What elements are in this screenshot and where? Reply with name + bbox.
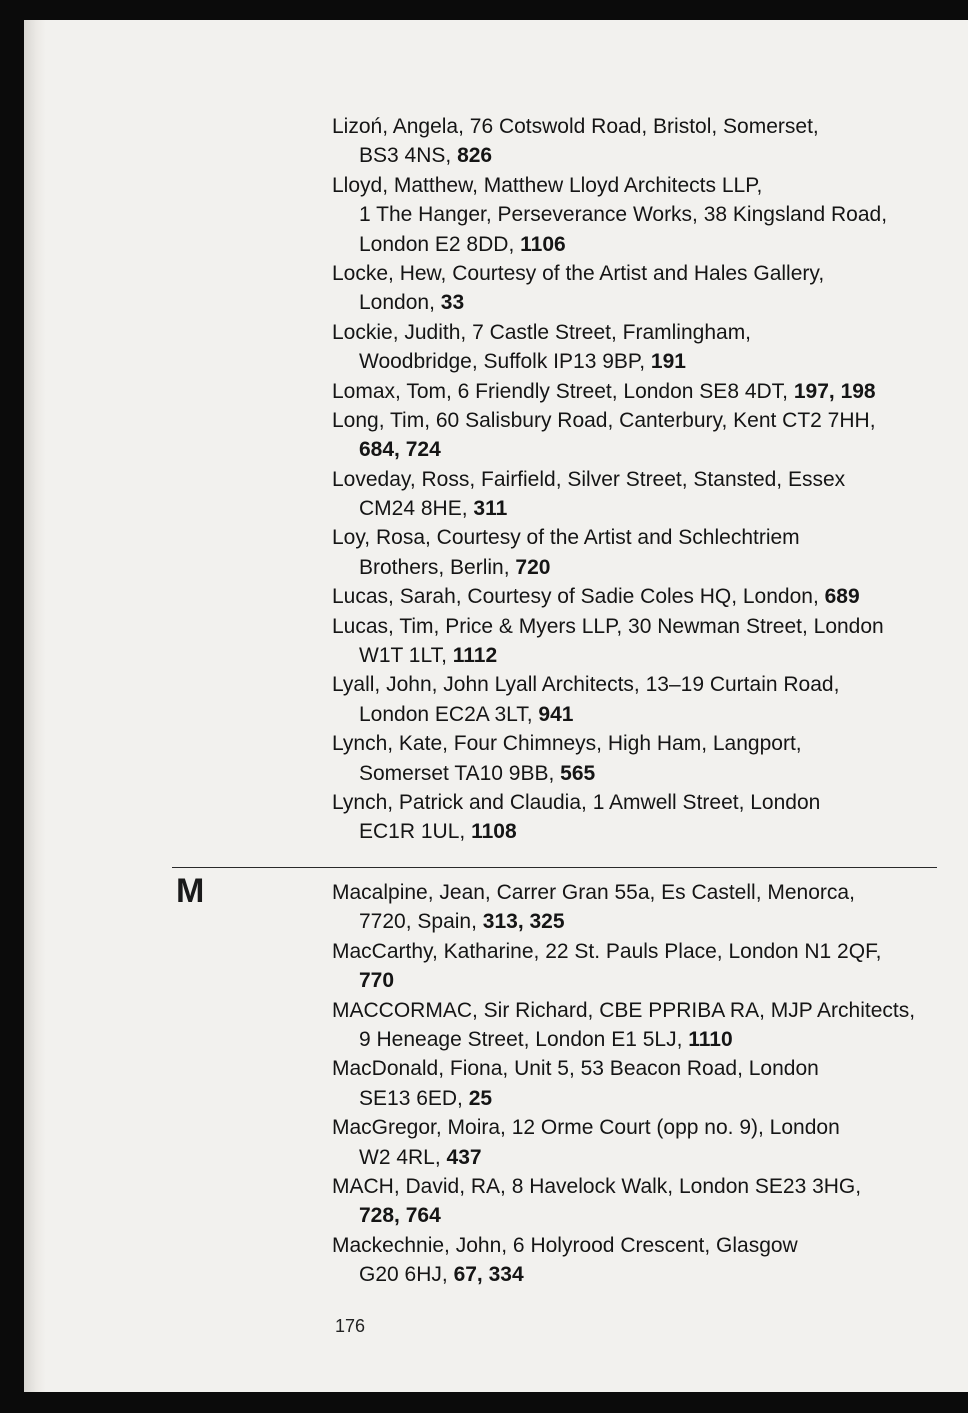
entry-address-line: [332, 288, 942, 317]
entry-address-line: [332, 759, 942, 788]
index-entry: [332, 1172, 942, 1231]
entry-text: London,: [359, 291, 435, 315]
entry-text: MacCarthy, Katharine, 22 St. Pauls Place, London N1 2QF,: [332, 939, 882, 963]
entry-name-line: [332, 171, 942, 200]
entry-name-line: [332, 377, 942, 406]
entry-address-line: [332, 494, 942, 523]
entry-text: Loy, Rosa, Courtesy of the Artist and Schlechtriem: [332, 526, 800, 550]
entry-text: Mackechnie, John, 6 Holyrood Crescent, Glasgow: [332, 1233, 798, 1257]
entry-address-line: [332, 1084, 942, 1113]
index-entry: [332, 788, 942, 847]
entry-text: Lynch, Patrick and Claudia, 1 Amwell Street, London: [332, 790, 821, 814]
entry-name-line: [332, 612, 942, 641]
entry-address-line: [332, 641, 942, 670]
entry-text: MacGregor, Moira, 12 Orme Court (opp no. 9), London: [332, 1116, 840, 1140]
entry-address-line: [332, 347, 942, 376]
entry-address-line: [332, 1143, 942, 1172]
entry-page-numbers: 33: [440, 291, 465, 315]
entry-address-line: [332, 1025, 942, 1054]
entry-text: EC1R 1UL,: [359, 820, 466, 844]
entry-address-line: [332, 1201, 942, 1230]
entry-name-line: [332, 465, 942, 494]
index-entry: [332, 1113, 942, 1172]
index-entry: [332, 670, 942, 729]
entry-text: Somerset TA10 9BB,: [359, 761, 555, 785]
entry-page-numbers: 1110: [688, 1027, 733, 1051]
entry-text: MACH, David, RA, 8 Havelock Walk, London SE23 3HG,: [332, 1174, 862, 1198]
entry-page-numbers: 826: [457, 144, 493, 168]
entry-text: Macalpine, Jean, Carrer Gran 55a, Es Castell, Menorca,: [332, 881, 855, 904]
entry-address-line: [332, 966, 942, 995]
entry-text: Locke, Hew, Courtesy of the Artist and Hales Gallery,: [332, 261, 825, 285]
entry-name-line: [332, 1113, 942, 1142]
entry-name-line: [332, 878, 942, 907]
entry-text: Lucas, Sarah, Courtesy of Sadie Coles HQ, London,: [332, 585, 819, 609]
entry-text: W2 4RL,: [359, 1145, 441, 1169]
entry-text: Woodbridge, Suffolk IP13 9BP,: [359, 350, 646, 374]
entry-page-numbers: 313, 325: [482, 910, 565, 934]
index-entry: [332, 937, 942, 996]
entry-text: Lizoń, Angela, 76 Cotswold Road, Bristol, Somerset,: [332, 115, 819, 138]
entry-name-line: [332, 112, 942, 141]
entry-page-numbers: 67, 334: [453, 1263, 524, 1287]
entry-address-line: [332, 141, 942, 170]
entry-name-line: [332, 259, 942, 288]
entry-text: G20 6HJ,: [359, 1263, 448, 1287]
entry-name-line: [332, 670, 942, 699]
entry-text: SE13 6ED,: [359, 1086, 463, 1110]
index-entry: [332, 729, 942, 788]
entry-text: Brothers, Berlin,: [359, 555, 510, 579]
entry-text: 1 The Hanger, Perseverance Works, 38 Kingsland Road,: [359, 203, 888, 227]
index-entry: [332, 406, 942, 465]
entry-text: Lynch, Kate, Four Chimneys, High Ham, Langport,: [332, 732, 802, 756]
entry-text: 9 Heneage Street, London E1 5LJ,: [359, 1027, 683, 1051]
index-entry: [332, 112, 942, 171]
entry-address-line: [332, 553, 942, 582]
entry-page-numbers: 25: [468, 1086, 493, 1110]
entry-name-line: [332, 729, 942, 758]
entry-page-numbers: 1106: [520, 232, 566, 256]
index-entry: [332, 318, 942, 377]
entry-text: London E2 8DD,: [359, 232, 515, 256]
entry-page-numbers: 684, 724: [359, 438, 441, 462]
entry-address-line: [332, 230, 942, 259]
index-section-l: [332, 112, 942, 847]
index-entry: [332, 612, 942, 671]
entry-address-line: [332, 817, 942, 846]
entry-name-line: [332, 788, 942, 817]
entry-text: BS3 4NS,: [359, 144, 452, 168]
entry-text: Lucas, Tim, Price & Myers LLP, 30 Newman Street, London: [332, 614, 884, 638]
entry-page-numbers: 770: [359, 969, 395, 993]
entry-text: MACCORMAC, Sir Richard, CBE PPRIBA RA, MJP Architects,: [332, 998, 916, 1022]
entry-page-numbers: 720: [515, 555, 551, 579]
entry-address-line: [332, 907, 942, 936]
entry-page-numbers: 689: [824, 585, 860, 609]
entry-text: Lloyd, Matthew, Matthew Lloyd Architects LLP,: [332, 173, 763, 197]
index-entry: [332, 996, 942, 1055]
entry-page-numbers: 1112: [452, 644, 498, 668]
entry-address-line: [332, 435, 942, 464]
entry-name-line: [332, 523, 942, 552]
page-edge-shadow: [24, 20, 46, 1392]
entry-page-numbers: 565: [560, 761, 596, 785]
index-entry: [332, 582, 942, 611]
section-letter-m: M: [176, 872, 205, 910]
entry-text: W1T 1LT,: [359, 644, 447, 668]
entry-name-line: [332, 1231, 942, 1260]
entry-page-numbers: 941: [538, 702, 574, 726]
entry-name-line: [332, 582, 942, 611]
entry-page-numbers: 311: [473, 497, 508, 521]
section-divider: [172, 867, 937, 868]
index-entry: [332, 523, 942, 582]
entry-address-line: [332, 700, 942, 729]
entry-address-line: [332, 1260, 942, 1289]
entry-name-line: [332, 937, 942, 966]
entry-name-line: [332, 1172, 942, 1201]
index-entry: [332, 171, 942, 259]
index-entry: [332, 1231, 942, 1290]
entry-page-numbers: 191: [650, 350, 686, 374]
entry-name-line: [332, 1054, 942, 1083]
index-section-m: [332, 878, 942, 1289]
entry-text: CM24 8HE,: [359, 497, 468, 521]
entry-text: Loveday, Ross, Fairfield, Silver Street, Stansted, Essex: [332, 467, 846, 491]
entry-address-line: [332, 200, 942, 229]
entry-text: Lyall, John, John Lyall Architects, 13–19 Curtain Road,: [332, 673, 840, 697]
entry-text: London EC2A 3LT,: [359, 702, 533, 726]
entry-page-numbers: 1108: [471, 820, 517, 844]
index-entry: [332, 259, 942, 318]
entry-text: Lomax, Tom, 6 Friendly Street, London SE8 4DT,: [332, 379, 789, 403]
entry-name-line: [332, 318, 942, 347]
page-number: 176: [335, 1316, 366, 1336]
entry-page-numbers: 728, 764: [359, 1204, 441, 1228]
entry-page-numbers: 197, 198: [793, 379, 876, 403]
index-entry: [332, 878, 942, 937]
index-entry: [332, 465, 942, 524]
index-entry: [332, 377, 942, 406]
entry-text: MacDonald, Fiona, Unit 5, 53 Beacon Road, London: [332, 1057, 819, 1081]
entry-text: 7720, Spain,: [359, 910, 477, 934]
entry-text: Long, Tim, 60 Salisbury Road, Canterbury, Kent CT2 7HH,: [332, 408, 876, 432]
entry-text: Lockie, Judith, 7 Castle Street, Framlingham,: [332, 320, 752, 344]
entry-name-line: [332, 406, 942, 435]
index-entry: [332, 1054, 942, 1113]
entry-name-line: [332, 996, 942, 1025]
entry-page-numbers: 437: [446, 1145, 482, 1169]
